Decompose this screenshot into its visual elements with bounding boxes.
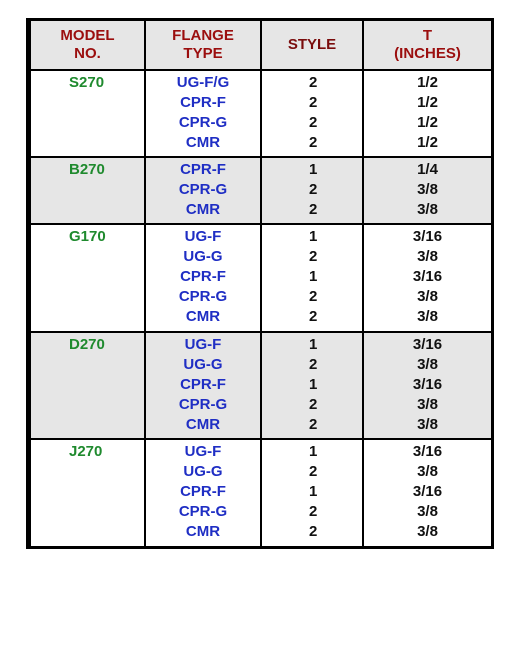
thickness-value: 3/16 bbox=[412, 443, 443, 461]
thickness-cell bbox=[363, 224, 492, 332]
thickness-value: 3/8 bbox=[417, 463, 438, 481]
header-t-inches bbox=[363, 21, 492, 70]
flange-type-cell bbox=[145, 439, 261, 546]
style-value: 2 bbox=[309, 308, 318, 326]
style-value: 1 bbox=[309, 483, 318, 501]
style-value: 1 bbox=[309, 268, 318, 286]
thickness-cell bbox=[363, 70, 492, 157]
thickness-value: 1/4 bbox=[417, 161, 438, 179]
thickness-cell bbox=[363, 332, 492, 440]
header-flange-line-1: FLANGE bbox=[172, 27, 234, 44]
flange-type: CMR bbox=[185, 134, 221, 151]
thickness-cell bbox=[363, 157, 492, 224]
style-value: 2 bbox=[309, 248, 318, 266]
table-row bbox=[30, 157, 492, 224]
flange-type: UG-G bbox=[183, 463, 223, 481]
flange-type-cell bbox=[145, 224, 261, 332]
style-value: 2 bbox=[309, 288, 318, 306]
header-model-line-1: MODEL bbox=[60, 27, 115, 44]
style-value: 1 bbox=[309, 335, 318, 353]
thickness-value: 3/8 bbox=[417, 201, 438, 219]
flange-type: CMR bbox=[185, 201, 221, 219]
style-value: 2 bbox=[309, 201, 318, 219]
thickness-value: 1/2 bbox=[417, 94, 438, 111]
style-value: 1 bbox=[309, 375, 318, 393]
model-group-s270 bbox=[30, 70, 492, 157]
thickness-value: 3/8 bbox=[417, 308, 438, 326]
thickness-value: 3/16 bbox=[412, 375, 443, 393]
style-cell bbox=[261, 439, 363, 546]
flange-type: CPR-G bbox=[178, 288, 228, 306]
style-value: 2 bbox=[309, 415, 318, 433]
flange-type-cell bbox=[145, 332, 261, 440]
table-row bbox=[30, 70, 492, 157]
flange-spec-table bbox=[26, 18, 494, 549]
model-group-b270 bbox=[30, 157, 492, 224]
model-group-d270 bbox=[30, 332, 492, 440]
style-value: 2 bbox=[309, 74, 318, 91]
flange-type-cell bbox=[145, 70, 261, 157]
table-row bbox=[30, 332, 492, 440]
header-model-no bbox=[30, 21, 145, 70]
flange-type: UG-G bbox=[183, 355, 223, 373]
header-model-line-2: NO. bbox=[74, 45, 101, 62]
flange-type: CMR bbox=[185, 523, 221, 541]
style-value: 1 bbox=[309, 443, 318, 461]
thickness-value: 3/16 bbox=[412, 483, 443, 501]
table-row bbox=[30, 224, 492, 332]
header-flange-type bbox=[145, 21, 261, 70]
thickness-value: 3/8 bbox=[417, 181, 438, 199]
flange-type: UG-F bbox=[184, 335, 222, 353]
thickness-value: 3/8 bbox=[417, 415, 438, 433]
style-value: 2 bbox=[309, 395, 318, 413]
model-number: G170 bbox=[30, 224, 145, 332]
style-value: 1 bbox=[309, 228, 318, 246]
style-value: 1 bbox=[309, 161, 318, 179]
thickness-value: 3/8 bbox=[417, 395, 438, 413]
header-row bbox=[30, 21, 492, 70]
thickness-cell bbox=[363, 439, 492, 546]
flange-type: CPR-G bbox=[178, 503, 228, 521]
thickness-value: 1/2 bbox=[417, 74, 438, 91]
model-number: S270 bbox=[30, 70, 145, 157]
flange-type: CPR-F bbox=[180, 94, 226, 111]
flange-type: UG-G bbox=[183, 248, 223, 266]
table-row bbox=[30, 439, 492, 546]
header-flange-line-2: TYPE bbox=[183, 45, 223, 62]
thickness-value: 3/8 bbox=[417, 503, 438, 521]
thickness-value: 3/8 bbox=[417, 288, 438, 306]
model-group-g170 bbox=[30, 224, 492, 332]
flange-type: CPR-F bbox=[180, 483, 226, 501]
model-number: J270 bbox=[30, 439, 145, 546]
flange-type: CPR-F bbox=[180, 268, 226, 286]
thickness-value: 3/16 bbox=[412, 335, 443, 353]
flange-type-cell bbox=[145, 157, 261, 224]
model-number: D270 bbox=[30, 332, 145, 440]
style-cell bbox=[261, 70, 363, 157]
flange-type: CMR bbox=[185, 415, 221, 433]
style-cell bbox=[261, 332, 363, 440]
flange-type: CPR-G bbox=[178, 395, 228, 413]
style-value: 2 bbox=[309, 463, 318, 481]
model-number: B270 bbox=[30, 157, 145, 224]
flange-type: CPR-F bbox=[180, 375, 226, 393]
thickness-value: 3/16 bbox=[412, 268, 443, 286]
header-t-line-1: T bbox=[422, 27, 433, 44]
style-value: 2 bbox=[309, 503, 318, 521]
flange-type: UG-F bbox=[184, 443, 222, 461]
style-value: 2 bbox=[309, 523, 318, 541]
thickness-value: 1/2 bbox=[417, 134, 438, 151]
flange-type: UG-F bbox=[184, 228, 222, 246]
thickness-value: 3/8 bbox=[417, 248, 438, 266]
style-value: 2 bbox=[309, 181, 318, 199]
style-value: 2 bbox=[309, 134, 318, 151]
style-cell bbox=[261, 224, 363, 332]
flange-type: UG-F/G bbox=[176, 74, 230, 91]
flange-type: CPR-F bbox=[180, 161, 226, 179]
spec-table bbox=[29, 21, 493, 546]
flange-type: CPR-G bbox=[178, 114, 228, 131]
style-value: 2 bbox=[309, 114, 318, 131]
flange-type: CMR bbox=[185, 308, 221, 326]
thickness-value: 3/8 bbox=[417, 355, 438, 373]
flange-type: CPR-G bbox=[178, 181, 228, 199]
thickness-value: 1/2 bbox=[417, 114, 438, 131]
style-cell bbox=[261, 157, 363, 224]
thickness-value: 3/16 bbox=[412, 228, 443, 246]
model-group-j270 bbox=[30, 439, 492, 546]
header-style bbox=[261, 21, 363, 70]
style-value: 2 bbox=[309, 355, 318, 373]
thickness-value: 3/8 bbox=[417, 523, 438, 541]
header-t-line-2: (INCHES) bbox=[394, 45, 461, 62]
header-style-label: STYLE bbox=[287, 36, 337, 53]
style-value: 2 bbox=[309, 94, 318, 111]
